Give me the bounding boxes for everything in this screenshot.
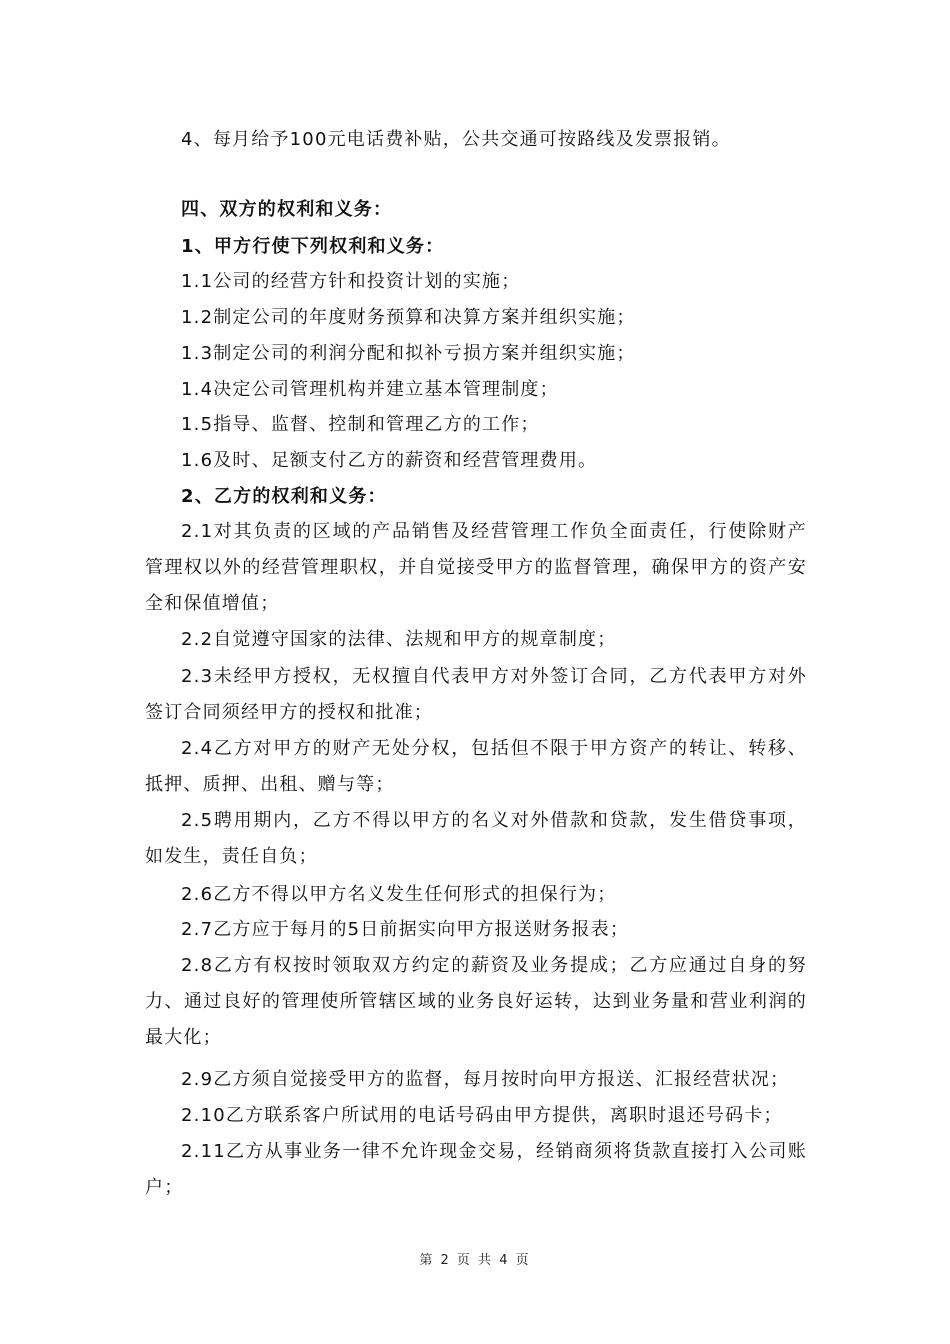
page-number-footer: 第 2 页 共 4 页 [419, 1253, 531, 1268]
party-b-item-2-4: 2.4乙方对甲方的财产无处分权，包括但不限于甲方资产的转让、转移、抵押、质押、出租、赠与等； [145, 738, 807, 795]
party-b-item-2-5: 2.5聘用期内，乙方不得以甲方的名义对外借款和贷款，发生借贷事项，如发生，责任自负； [145, 810, 807, 867]
party-b-item-2-7: 2.7乙方应于每月的5日前据实向甲方报送财务报表； [181, 919, 630, 940]
party-b-title: 2、乙方的权利和义务： [181, 486, 387, 507]
party-b-item-2-6: 2.6乙方不得以甲方名义发生任何形式的担保行为； [181, 884, 617, 905]
party-a-title: 1、甲方行使下列权利和义务： [181, 236, 445, 257]
party-b-item-2-11: 2.11乙方从事业务一律不允许现金交易，经销商须将货款直接打入公司账户； [145, 1141, 807, 1198]
party-a-item-1-6: 1.6及时、足额支付乙方的薪资和经营管理费用。 [181, 450, 598, 471]
section-4-title: 四、双方的权利和义务： [181, 199, 393, 220]
party-b-item-2-3: 2.3未经甲方授权，无权擅自代表甲方对外签订合同，乙方代表甲方对外签订合同须经甲方的授权和批准； [145, 666, 807, 723]
party-a-item-1-1: 1.1公司的经营方针和投资计划的实施； [181, 271, 521, 292]
party-b-item-2-2: 2.2自觉遵守国家的法律、法规和甲方的规章制度； [181, 629, 617, 650]
party-a-item-1-2: 1.2制定公司的年度财务预算和决算方案并组织实施； [181, 307, 636, 328]
party-b-item-2-10: 2.10乙方联系客户所试用的电话号码由甲方提供，离职时退还号码卡； [181, 1105, 783, 1126]
party-a-item-1-3: 1.3制定公司的利润分配和拟补亏损方案并组织实施； [181, 343, 636, 364]
party-b-item-2-9: 2.9乙方须自觉接受甲方的监督，每月按时向甲方报送、汇报经营状况； [181, 1069, 790, 1090]
party-a-item-1-5: 1.5指导、监督、控制和管理乙方的工作； [181, 414, 540, 435]
party-b-item-2-8: 2.8乙方有权按时领取双方约定的薪资及业务提成；乙方应通过自身的努力、通过良好的管理使所管辖区域的业务良好运转，达到业务量和营业利润的最大化； [145, 955, 807, 1048]
item-4-text: 4、每月给予100元电话费补贴，公共交通可按路线及发票报销。 [181, 129, 731, 150]
party-b-item-2-1: 2.1对其负责的区域的产品销售及经营管理工作负全面责任，行使除财产管理权以外的经营管理职权，并自觉接受甲方的监督管理，确保甲方的资产安全和保值增值； [145, 521, 807, 614]
party-a-item-1-4: 1.4决定公司管理机构并建立基本管理制度； [181, 379, 559, 400]
